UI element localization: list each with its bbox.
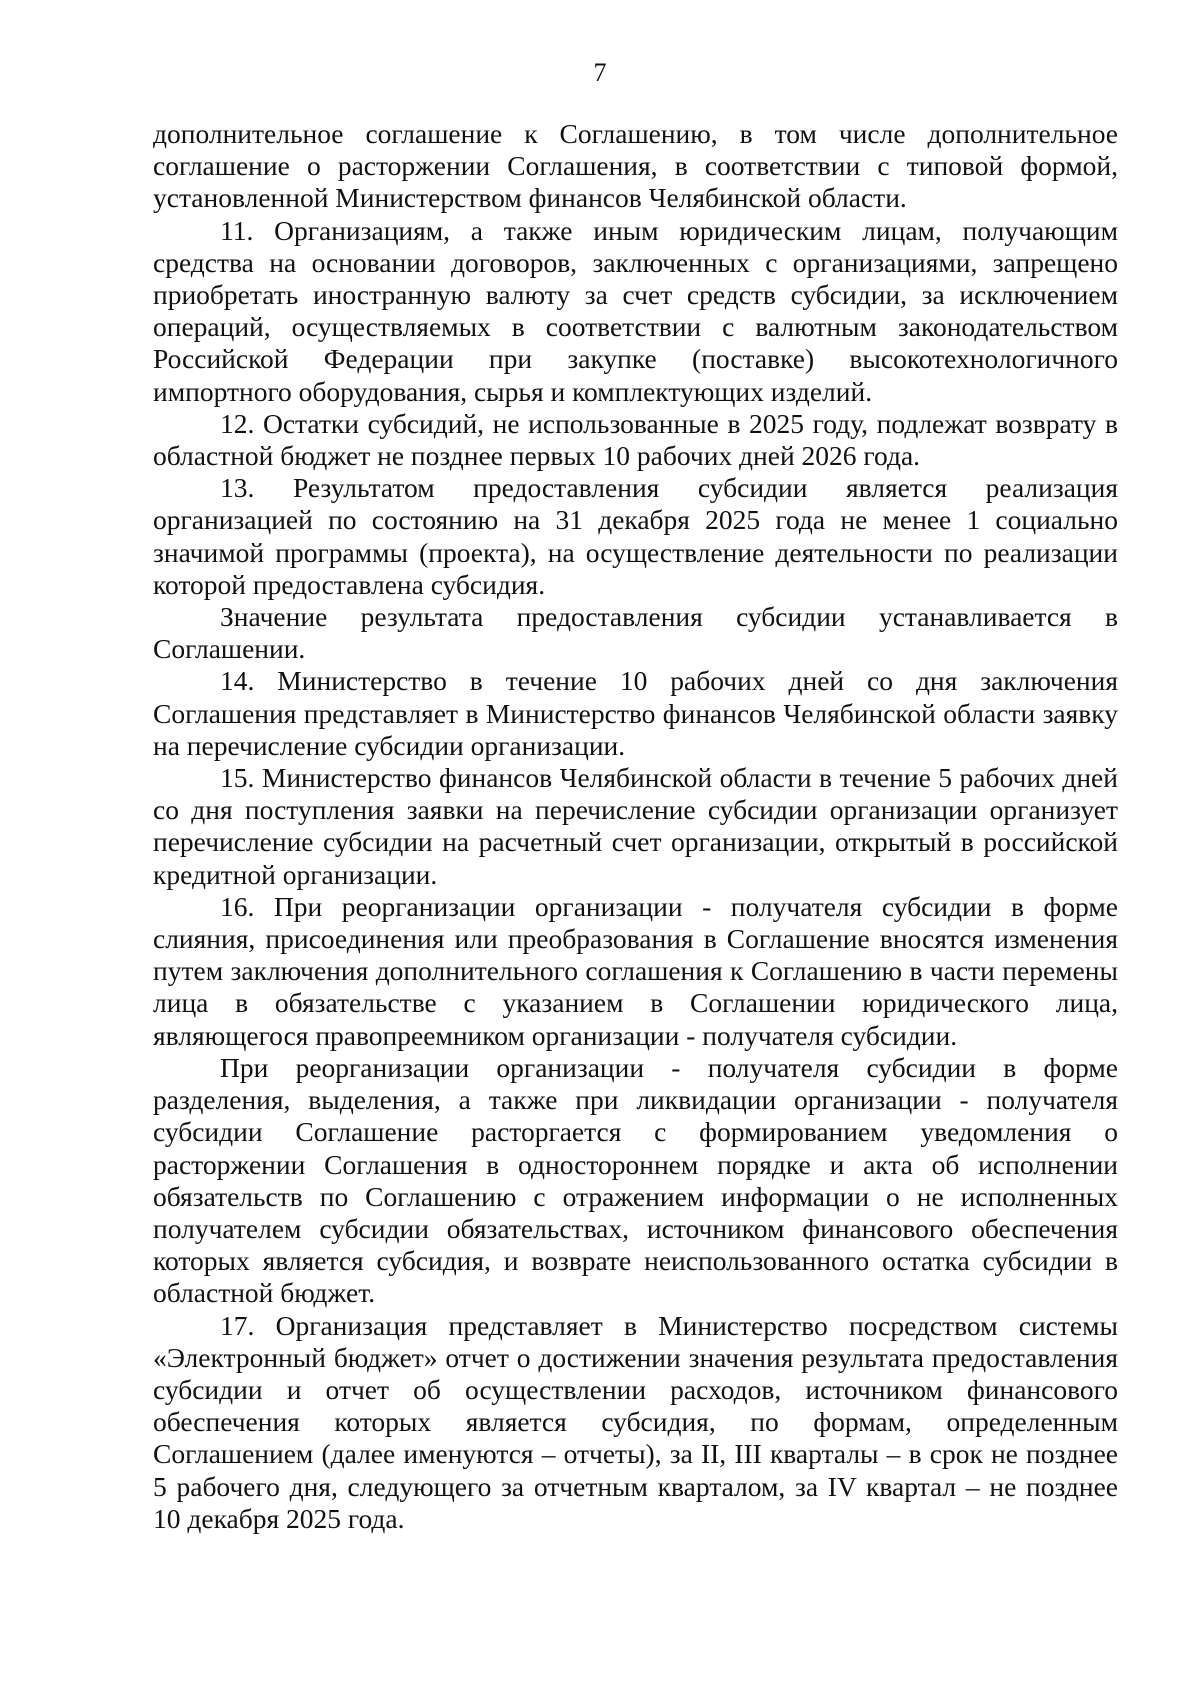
paragraph-16-reorganization-merger: 16. При реорганизации организации - получателя субсидии в форме слияния, присоединения или преобразования в Соглашение вносятся изменения путем заключения дополнительного соглашения к Соглашению в части перемены лица в обязательстве с указанием в Соглашении юридического лица, являющегося правопреемником организации - получателя субсидии. — [153, 890, 1118, 1051]
document-body — [153, 118, 1118, 1535]
page-number: 7 — [593, 58, 607, 87]
paragraph-14-transfer-request: 14. Министерство в течение 10 рабочих дней со дня заключения Соглашения представляет в Министерство финансов Челябинской области заявку на перечисление субсидии организации. — [153, 665, 1118, 761]
paragraph-11-foreign-currency: 11. Организациям, а также иным юридическим лицам, получающим средства на основании договоров, заключенных с организациями, запрещено приобретать иностранную валюту за счет средств субсидии, за исключением операций, осуществляемых в соответствии с валютным законодательством Российской Федерации при закупке (поставке) высокотехнологичного импортного оборудования, сырья и комплектующих изделий. — [153, 214, 1118, 407]
paragraph-15-transfer-execution: 15. Министерство финансов Челябинской области в течение 5 рабочих дней со дня поступления заявки на перечисление субсидии организации организует перечисление субсидии на расчетный счет организации, открытый в российской кредитной организации. — [153, 762, 1118, 890]
paragraph-17-reporting: 17. Организация представляет в Министерство посредством системы «Электронный бюджет» отчет о достижении значения результата предоставления субсидии и отчет об осуществлении расходов, источником финансового обеспечения которых является субсидия, по формам, определенным Соглашением (далее именуются – отчеты), за II, III кварталы – в срок не позднее 5 рабочего дня, следующего за отчетным кварталом, за IV квартал – не позднее 10 декабря 2025 года. — [153, 1309, 1118, 1534]
paragraph-13-subsidy-result: 13. Результатом предоставления субсидии является реализация организацией по состоянию на 31 декабря 2025 года не менее 1 социально значимой программы (проекта), на осуществление деятельности по реализации которой предоставлена субсидия. — [153, 472, 1118, 600]
paragraph-result-value: Значение результата предоставления субсидии устанавливается в Соглашении. — [153, 601, 1118, 665]
paragraph-12-subsidy-remainders: 12. Остатки субсидий, не использованные в 2025 году, подлежат возврату в областной бюджет не позднее первых 10 рабочих дней 2026 года. — [153, 407, 1118, 472]
paragraph-continuation: дополнительное соглашение к Соглашению, в том числе дополнительное соглашение о расторжении Соглашения, в соответствии с типовой формой, установленной Министерством финансов Челябинской области. — [153, 118, 1118, 214]
paragraph-reorganization-division: При реорганизации организации - получателя субсидии в форме разделения, выделения, а также при ликвидации организации - получателя субсидии Соглашение расторгается с формированием уведомления о расторжении Соглашения в одностороннем порядке и акта об исполнении обязательств по Соглашению с отражением информации о не исполненных получателем субсидии обязательствах, источником финансового обеспечения которых является субсидия, и возврате неиспользованного остатка субсидии в областной бюджет. — [153, 1051, 1118, 1309]
